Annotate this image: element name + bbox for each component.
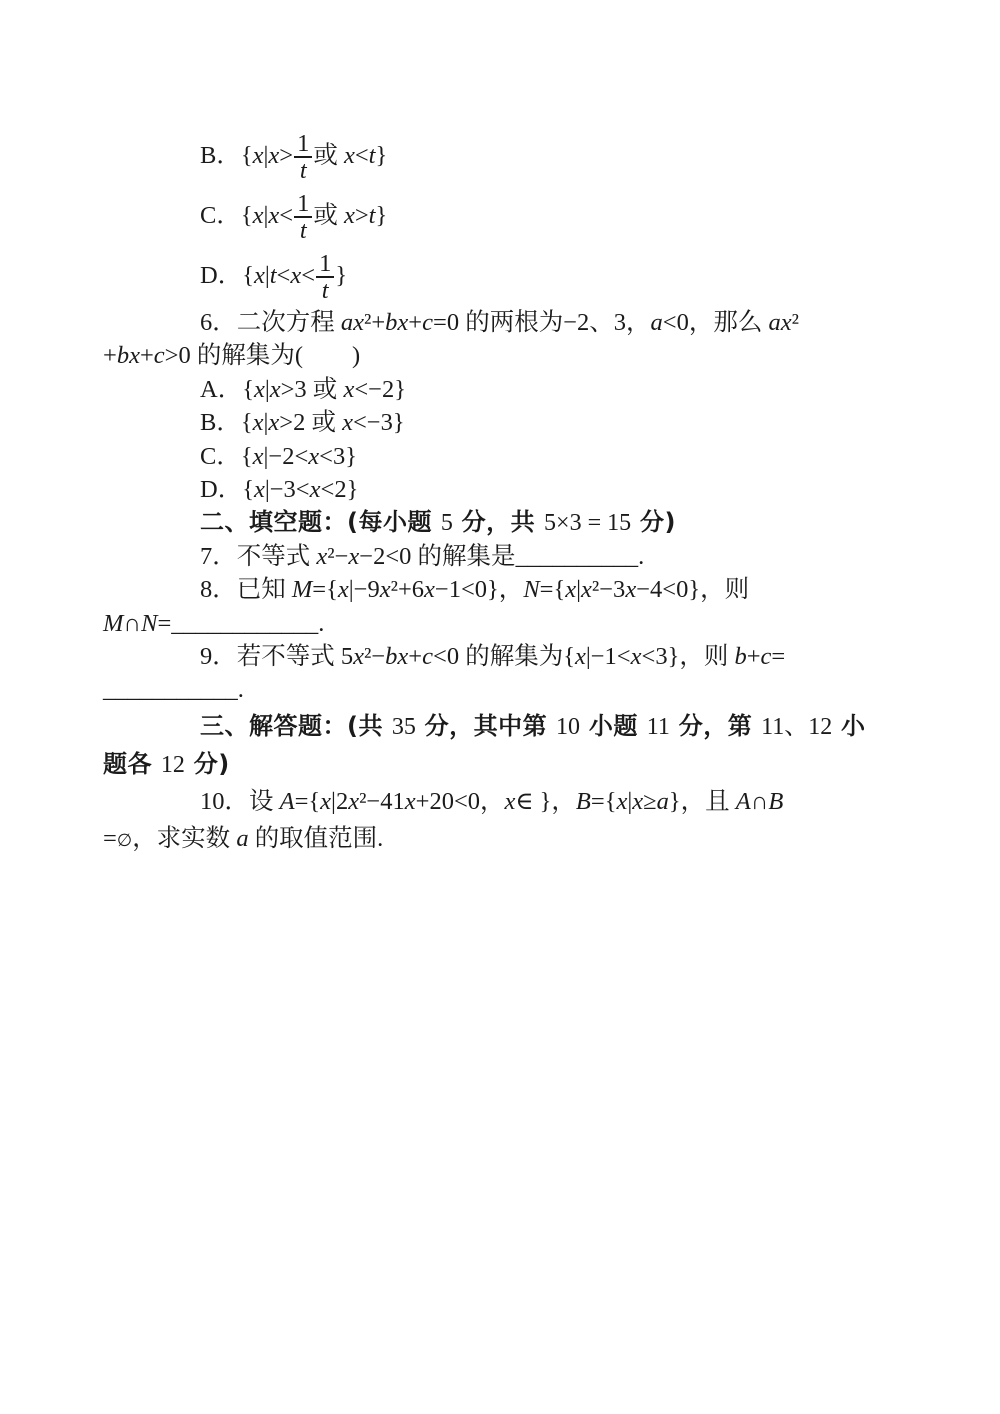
question6-option-b: B．{x|x>2 或 x<−3} <box>200 409 405 437</box>
section3-header-line2: 题各 12 分) <box>103 749 230 778</box>
question5-option-c: C．{x|x< $\frac{1}{t}$ 或 x>t} <box>200 190 388 245</box>
question10-stem-line2: =∅，求实数 a 的取值范围. <box>103 824 384 852</box>
question6-option-d: D．{x|−3<x<2} <box>200 475 359 503</box>
question5-option-d: D．{x|t<x< $\frac{1}{t}$ } <box>200 250 348 305</box>
question6-stem-line1: 6．二次方程 ax²+bx+c=0 的两根为−2、3，a<0，那么 ax² <box>200 309 799 336</box>
question9-answer-blank-line: ___________. <box>103 676 244 704</box>
worksheet-text-block <box>103 126 883 856</box>
question6-stem-line2: +bx+c>0 的解集为( ) <box>103 342 361 370</box>
question5-option-b: B．{x|x> $\frac{1}{t}$ 或 x<t} <box>200 130 388 185</box>
section3-header-line1: 三、解答题：(共 35 分，其中第 10 小题 11 分，第 11、12 小 <box>200 711 866 740</box>
question6-option-c: C．{x|−2<x<3} <box>200 442 357 470</box>
question8-stem-line1: 8．已知 M={x|−9x²+6x−1<0}，N={x|x²−3x−4<0}，则 <box>200 576 750 604</box>
question7-stem: 7．不等式 x²−x−2<0 的解集是__________. <box>200 542 645 570</box>
question8-stem-line2: M∩N=____________. <box>103 609 325 637</box>
section2-header: 二、填空题：(每小题 5 分，共 5×3 = 15 分) <box>200 508 676 537</box>
question9-stem-line1: 9．若不等式 5x²−bx+c<0 的解集为{x|−1<x<3}，则 b+c= <box>200 642 786 670</box>
question6-option-a: A．{x|x>3 或 x<−2} <box>200 375 406 403</box>
question10-stem-line1: 10．设 A={x|2x²−41x+20<0，x∈ }，B={x|x≥a}，且 A∩B <box>200 787 784 815</box>
